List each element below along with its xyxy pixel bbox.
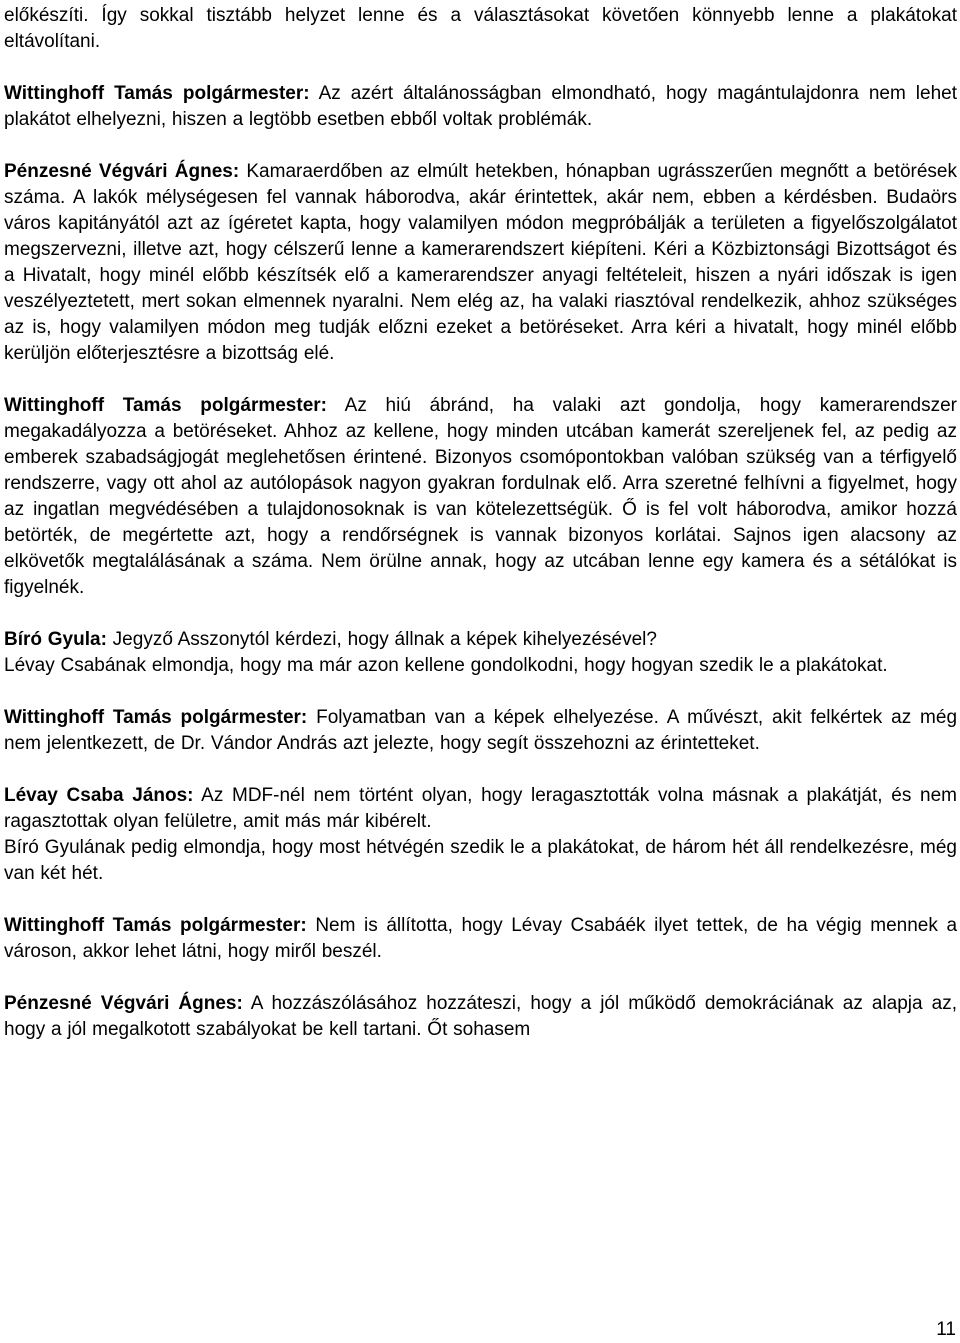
- paragraph: [4, 783, 957, 835]
- speaker-name: Bíró Gyula:: [4, 629, 107, 650]
- paragraph-text: Az hiú ábránd, ha valaki azt gondolja, hogy kamerarendszer megakadályozza a betöréseket. Ahhoz az kellene, hogy minden utcában kamerát szereljenek fel, az pedig az emberek szabadságjogát meglehetősen érintené. Bizonyos csomópontokban valóban szükség van a térfigyelő rendszerre, vagy ott ahol az autólopások nagyon gyakran fordulnak elő. Arra szeretné felhívni a figyelmet, hogy az ingatlan megvédésében a tulajdonosoknak is van kötelezettségük. Ő is fel volt háborodva, amikor hozzá betörték, de megértette azt, hogy a rendőrségnek is vannak bizonyos korlátai. Sajnos igen alacsony az elkövetők megtalálásának a száma. Nem örülne annak, hogy az utcában lenne egy kamera és a sétálókat is figyelnék.: [4, 395, 957, 598]
- paragraph: [4, 81, 957, 133]
- page-number: 11: [936, 1319, 956, 1340]
- paragraph-text: Kamaraerdőben az elmúlt hetekben, hónapban ugrásszerűen megnőtt a betörések száma. A lakók mélységesen fel vannak háborodva, akár érintettek, akár nem, ebben a kérdésben. Budaörs város kapitányától azt az ígéretet kapta, hogy valamilyen módon megpróbálják a területen a figyelőszolgálatot megszervezni, illetve azt, hogy célszerű lenne a kamerarendszert kiépíteni. Kéri a Közbiztonsági Bizottságot és a Hivatalt, hogy minél előbb készítsék elő a kamerarendszer anyagi feltételeit, hiszen a nyári időszak is igen veszélyeztetett, mert sokan elmennek nyaralni. Nem elég az, ha valaki riasztóval rendelkezik, ahhoz szükséges az is, hogy valamilyen módon meg tudják előzni ezeket a betöréseket. Arra kéri a hivatalt, hogy minél előbb kerüljön előterjesztésre a bizottság elé.: [4, 161, 957, 364]
- paragraph-text: A hozzászólásához hozzáteszi, hogy a jól működő demokráciának az alapja az, hogy a jól megalkotott szabályokat be kell tartani. Őt sohasem: [4, 993, 957, 1040]
- paragraph: [4, 653, 957, 679]
- speaker-name: Wittinghoff Tamás polgármester:: [4, 915, 307, 936]
- paragraph: [4, 3, 957, 55]
- paragraph: [4, 159, 957, 367]
- paragraph: [4, 835, 957, 887]
- paragraph-text: Az azért általánosságban elmondható, hogy magántulajdonra nem lehet plakátot elhelyezni, hiszen a legtöbb esetben ebből voltak problémák.: [4, 83, 957, 130]
- paragraph-text: Lévay Csabának elmondja, hogy ma már azon kellene gondolkodni, hogy hogyan szedik le a plakátokat.: [4, 655, 888, 676]
- paragraph-text: előkészíti. Így sokkal tisztább helyzet lenne és a választásokat követően könnyebb lenne a plakátokat eltávolítani.: [4, 5, 957, 52]
- paragraph: [4, 393, 957, 601]
- document-page: [4, 0, 957, 1043]
- speaker-name: Lévay Csaba János:: [4, 785, 194, 806]
- paragraph-text: Bíró Gyulának pedig elmondja, hogy most hétvégén szedik le a plakátokat, de három hét áll rendelkezésre, még van két hét.: [4, 837, 957, 884]
- speaker-name: Wittinghoff Tamás polgármester:: [4, 83, 310, 104]
- paragraph-text: Az MDF-nél nem történt olyan, hogy leragasztották volna másnak a plakátját, és nem ragasztottak olyan felületre, amit más már kibérelt.: [4, 785, 957, 832]
- paragraph: [4, 991, 957, 1043]
- speaker-name: Wittinghoff Tamás polgármester:: [4, 395, 327, 416]
- speaker-name: Pénzesné Végvári Ágnes:: [4, 993, 243, 1014]
- paragraph-text: Folyamatban van a képek elhelyezése. A művészt, akit felkértek az még nem jelentkezett, de Dr. Vándor András azt jelezte, hogy segít összehozni az érintetteket.: [4, 707, 958, 754]
- paragraph: [4, 913, 957, 965]
- speaker-name: Wittinghoff Tamás polgármester:: [4, 707, 308, 728]
- speaker-name: Pénzesné Végvári Ágnes:: [4, 161, 240, 182]
- paragraph: [4, 627, 957, 653]
- paragraph-text: Jegyző Asszonytól kérdezi, hogy állnak a képek kihelyezésével?: [106, 629, 657, 650]
- paragraph-text: Nem is állította, hogy Lévay Csabáék ilyet tettek, de ha végig mennek a városon, akkor lehet látni, hogy miről beszél.: [4, 915, 958, 962]
- paragraph: [4, 705, 957, 757]
